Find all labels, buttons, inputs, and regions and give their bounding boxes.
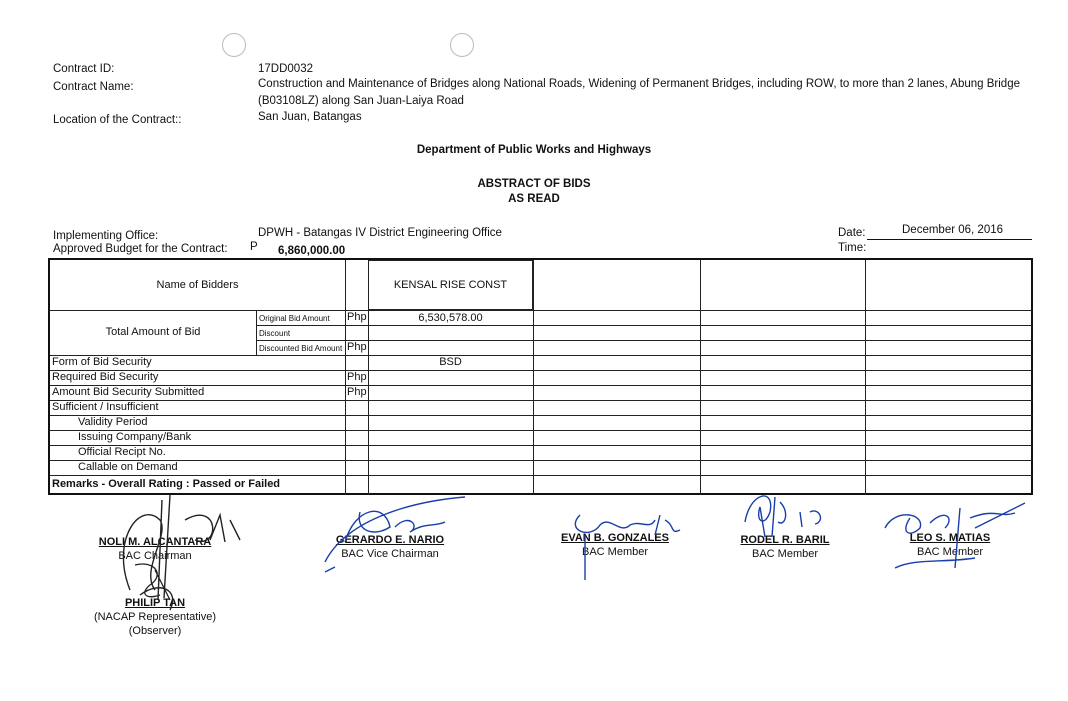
required-security-label: Required Bid Security <box>52 371 159 383</box>
signatory-name: GERARDO E. NARIO <box>335 534 445 546</box>
name-of-bidders-label: Name of Bidders <box>156 279 239 291</box>
issuing-label: Issuing Company/Bank <box>78 431 192 443</box>
signatory-role: BAC Member <box>581 546 649 558</box>
php-required: Php <box>347 371 367 383</box>
date-label: Date: <box>838 227 866 239</box>
office-value: DPWH - Batangas IV District Engineering Office <box>258 227 502 239</box>
bidder-1-original-bid: 6,530,578.00 <box>418 312 483 324</box>
contract-id-value: 17DD0032 <box>258 63 313 75</box>
budget-label: Approved Budget for the Contract: <box>53 243 228 255</box>
original-bid-label: Original Bid Amount <box>259 314 330 323</box>
punch-hole-right <box>450 33 474 57</box>
php-submitted: Php <box>347 386 367 398</box>
signatory-role: BAC Member <box>751 548 819 560</box>
signatory-name: EVAN B. GONZALES <box>561 532 669 544</box>
discount-label: Discount <box>259 329 291 338</box>
budget-value: 6,860,000.00 <box>278 245 346 257</box>
location-value: San Juan, Batangas <box>258 111 362 123</box>
time-label: Time: <box>838 242 867 254</box>
date-underline <box>867 239 1032 240</box>
discounted-bid-label: Discounted Bid Amount <box>259 344 343 353</box>
observer-role-line2: (Observer) <box>128 625 182 637</box>
signatory-name: LEO S. MATIAS <box>909 532 991 544</box>
total-amount-label: Total Amount of Bid <box>105 326 201 338</box>
bidder-1-form-security: BSD <box>439 356 462 368</box>
contract-name-label: Contract Name: <box>53 81 134 93</box>
signatory-role: BAC Member <box>916 546 984 558</box>
signatory-name: NOLI M. ALCANTARA <box>98 536 212 548</box>
bidder-1-name: KENSAL RISE CONST <box>393 279 508 291</box>
signature-scrawl-member-3 <box>875 488 1045 578</box>
punch-hole-left <box>222 33 246 57</box>
abstract-title: ABSTRACT OF BIDS <box>477 178 591 190</box>
abstract-subtitle: AS READ <box>508 193 560 205</box>
observer-role-line1: (NACAP Representative) <box>93 611 217 623</box>
form-security-label: Form of Bid Security <box>52 356 152 368</box>
sufficient-label: Sufficient / Insufficient <box>52 401 159 413</box>
signatory-role: BAC Vice Chairman <box>341 548 439 560</box>
callable-label: Callable on Demand <box>78 461 178 473</box>
contract-name-line1: Construction and Maintenance of Bridges along National Roads, Widening of Permanent Bridges, including ROW, to more than 2 lanes, Abung Bridge <box>258 78 1020 90</box>
signatory-name: RODEL R. BARIL <box>740 534 830 546</box>
contract-id-label: Contract ID: <box>53 63 115 75</box>
department-title: Department of Public Works and Highways <box>416 144 652 156</box>
contract-name-line2: (B03108LZ) along San Juan-Laiya Road <box>258 95 464 107</box>
signature-scrawl-member-2 <box>730 482 850 552</box>
budget-currency: P <box>250 241 258 253</box>
validity-label: Validity Period <box>78 416 148 428</box>
php-discounted: Php <box>347 341 367 353</box>
amount-submitted-label: Amount Bid Security Submitted <box>52 386 205 398</box>
location-label: Location of the Contract:: <box>53 114 182 126</box>
office-label: Implementing Office: <box>53 230 159 242</box>
signature-scrawl-observer <box>125 555 185 605</box>
receipt-label: Official Recipt No. <box>78 446 166 458</box>
bid-table <box>48 258 1033 495</box>
signature-scrawl-member-1 <box>560 495 690 585</box>
signature-scrawl-vice-chairman <box>315 482 485 572</box>
observer-name: PHILIP TAN <box>124 597 186 609</box>
date-value: December 06, 2016 <box>902 224 1004 236</box>
php-original: Php <box>347 311 367 323</box>
remarks-label: Remarks - Overall Rating : Passed or Failed <box>52 478 281 490</box>
signatory-role: BAC Chairman <box>118 550 192 562</box>
